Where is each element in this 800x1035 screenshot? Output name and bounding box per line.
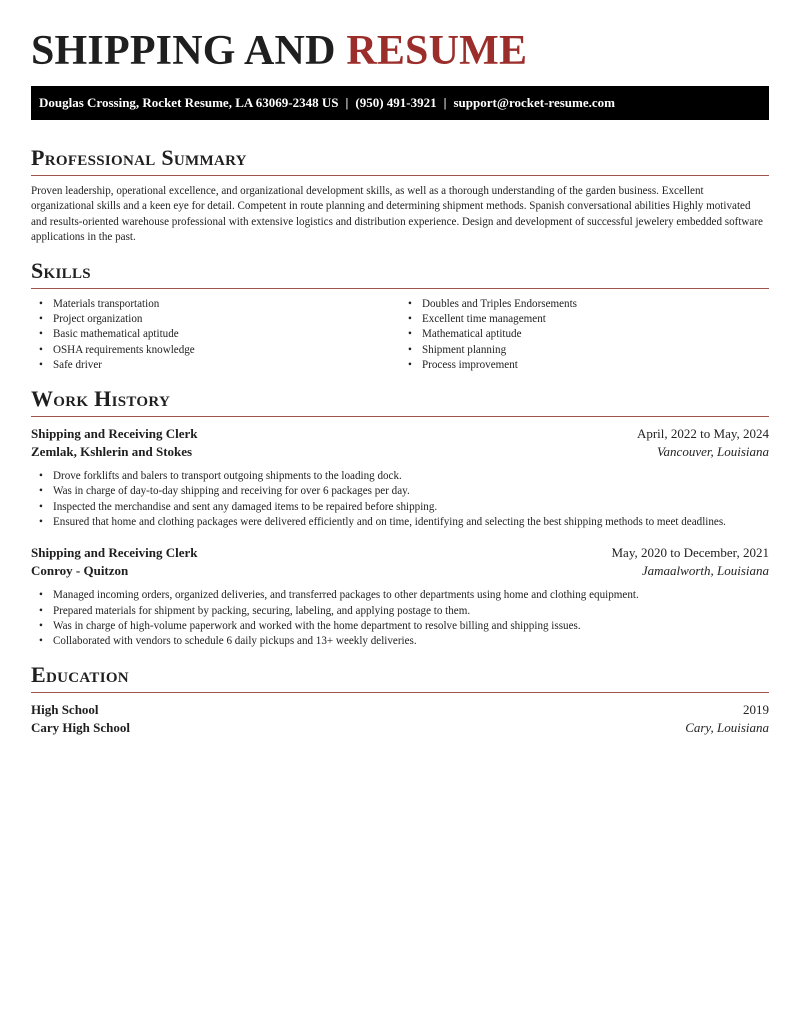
job-title: Shipping and Receiving Clerk <box>31 545 198 561</box>
section-divider <box>31 175 769 176</box>
section-title-skills: Skills <box>31 257 91 283</box>
section-title-summary: Professional Summary <box>31 145 247 170</box>
job-title: Shipping and Receiving Clerk <box>31 426 198 442</box>
job-dates: May, 2020 to December, 2021 <box>611 545 769 561</box>
contact-bar <box>31 86 769 120</box>
section-divider <box>31 416 769 417</box>
job-bullet: • Managed incoming orders, organized deliveries, and transferred packages to other departments using home and clothing equipment. <box>53 588 769 603</box>
job-location: Jamaalworth, Louisiana <box>641 563 769 579</box>
education-section <box>31 661 769 737</box>
contact-email[interactable]: support@rocket-resume.com <box>453 95 615 110</box>
section-title-work: Work History <box>31 386 171 412</box>
job-employer: Conroy - Quitzon <box>31 563 129 579</box>
job-bullet: • Inspected the merchandise and sent any damaged items to be repaired before shipping. <box>53 500 769 515</box>
summary-section <box>31 144 769 246</box>
title-first: SHIPPING AND <box>31 28 336 74</box>
summary-text: Proven leadership, operational excellence, and organizational development skills, as well as a thorough understanding of the garden business. Excellent organizational skills and a keen eye for detail. Competent in route planning and determining shipment methods. Spanish conversational abilities Highly motivated and results-oriented warehouse professional with extensive logistics and distribution experience. Design and development of successful jewelery embedded software applications in the past. <box>31 185 763 244</box>
skills-list-left <box>31 297 400 373</box>
section-divider <box>31 692 769 693</box>
job-bullet: • Ensured that home and clothing packages were delivered efficiently and on time, identifying and selecting the best shipping methods to meet deadlines. <box>53 515 769 530</box>
skill-item: • Process improvement <box>422 358 769 373</box>
education-year: 2019 <box>743 702 769 718</box>
job-location: Vancouver, Louisiana <box>657 444 769 460</box>
skills-section <box>31 257 769 373</box>
job-header-row <box>31 425 769 443</box>
contact-address: Douglas Crossing, Rocket Resume, LA 63069-2348 US <box>39 95 339 110</box>
skill-item: • Shipment planning <box>422 343 769 358</box>
education-entry <box>31 701 769 737</box>
skill-item: • Project organization <box>53 312 400 327</box>
skill-item: • Excellent time management <box>422 312 769 327</box>
job-employer-row <box>31 443 769 461</box>
section-title-education: Education <box>31 662 129 688</box>
education-school-row <box>31 719 769 737</box>
job-bullet: • Was in charge of day-to-day shipping and receiving for over 6 packages per day. <box>53 484 769 499</box>
skill-item: • Doubles and Triples Endorsements <box>422 297 769 312</box>
education-location: Cary, Louisiana <box>685 720 769 736</box>
education-degree: High School <box>31 702 99 718</box>
work-history-section <box>31 385 769 649</box>
job-entry <box>31 544 769 649</box>
job-bullet: • Prepared materials for shipment by packing, securing, labeling, and applying postage to them. <box>53 604 769 619</box>
title-last: RESUME <box>346 28 528 74</box>
skill-item: • Mathematical aptitude <box>422 327 769 342</box>
contact-separator: | <box>345 95 349 110</box>
job-bullet: • Was in charge of high-volume paperwork and worked with the home department to resolve billing and shipping issues. <box>53 619 769 634</box>
job-bullet: • Drove forklifts and balers to transport outgoing shipments to the loading dock. <box>53 469 769 484</box>
job-bullets <box>31 588 769 649</box>
job-bullets <box>31 469 769 530</box>
resume-title <box>31 0 769 84</box>
skill-item: • Safe driver <box>53 358 400 373</box>
skill-item: • Basic mathematical aptitude <box>53 327 400 342</box>
job-header-row <box>31 544 769 562</box>
section-divider <box>31 288 769 289</box>
skills-list-right <box>400 297 769 373</box>
contact-phone: (950) 491-3921 <box>355 95 437 110</box>
contact-separator: | <box>443 95 447 110</box>
job-bullet: • Collaborated with vendors to schedule 6 daily pickups and 13+ weekly deliveries. <box>53 634 769 649</box>
job-entry <box>31 425 769 530</box>
job-employer: Zemlak, Kshlerin and Stokes <box>31 444 193 460</box>
education-header-row <box>31 701 769 719</box>
skills-columns <box>31 297 769 373</box>
education-school: Cary High School <box>31 720 130 736</box>
skill-item: • OSHA requirements knowledge <box>53 343 400 358</box>
skill-item: • Materials transportation <box>53 297 400 312</box>
job-dates: April, 2022 to May, 2024 <box>636 426 769 442</box>
job-employer-row <box>31 562 769 580</box>
